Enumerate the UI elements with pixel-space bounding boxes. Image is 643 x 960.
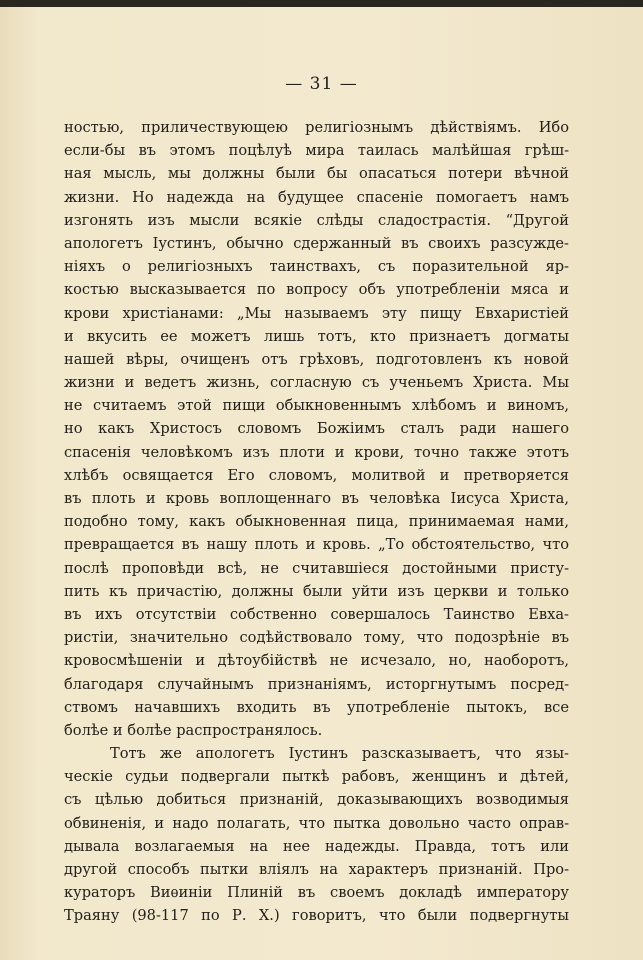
text-line: съ цѣлью добиться признаній, доказывающихъ возводимыя (64, 791, 569, 809)
text-line: кураторъ Виѳиніи Плиній въ своемъ докладѣ императору (64, 884, 569, 902)
text-line: обвиненія, и надо полагать, что пытка довольно часто оправ- (64, 814, 569, 832)
text-line: ческіе судьи подвергали пыткѣ рабовъ, женщинъ и дѣтей, (64, 768, 569, 786)
text-line: дывала возлагаемыя на нее надежды. Правда, тотъ или (64, 837, 569, 855)
text-line: ная мысль, мы должны были бы опасаться потери вѣчной (64, 165, 569, 183)
text-line: пить къ причастію, должны были уйти изъ церкви и только (64, 582, 569, 600)
text-line: нашей вѣры, очищенъ отъ грѣховъ, подготовленъ къ новой (64, 350, 569, 368)
text-line: спасенія человѣкомъ изъ плоти и крови, точно также этотъ (64, 443, 569, 461)
text-line: ніяхъ о религіозныхъ таинствахъ, съ поразительной яр- (64, 258, 569, 276)
text-line: другой способъ пытки вліялъ на характеръ признаній. Про- (64, 861, 569, 878)
text-line: болѣе и болѣе распространялось. (64, 721, 323, 739)
text-line: ствомъ начавшихъ входить въ употребленіе пытокъ, все (64, 698, 569, 716)
page-number: — 31 — (285, 74, 358, 94)
body-text (64, 116, 569, 928)
text-line: если-бы въ этомъ поцѣлуѣ мира таилась малѣйшая грѣш- (64, 142, 569, 160)
text-line: превращается въ нашу плоть и кровь. „То обстоятельство, что (64, 536, 569, 554)
text-line: благодаря случайнымъ признаніямъ, исторгнутымъ посред- (64, 675, 569, 693)
text-line: хлѣбъ освящается Его словомъ, молитвой и претворяется (64, 466, 569, 484)
text-line: жизни. Но надежда на будущее спасеніе помогаетъ намъ (64, 188, 569, 206)
top-edge-rule (0, 0, 643, 7)
text-line: изгонять изъ мысли всякіе слѣды сладострастія. “Другой (64, 211, 569, 229)
text-line: не считаемъ этой пищи обыкновеннымъ хлѣбомъ и виномъ, (64, 397, 569, 415)
text-line: ностью, приличествующею религіознымъ дѣйствіямъ. Ибо (64, 119, 569, 136)
text-line: жизни и ведетъ жизнь, согласную съ ученьемъ Христа. Мы (64, 374, 569, 392)
text-line: и вкусить ее можетъ лишь тотъ, кто признаетъ догматы (64, 327, 569, 345)
text-line: Тотъ же апологетъ Іустинъ разсказываетъ, что язы- (110, 745, 569, 763)
text-line: но какъ Христосъ словомъ Божіимъ сталъ ради нашего (64, 420, 569, 438)
text-line: въ ихъ отсутствіи собственно совершалось Таинство Евха- (64, 605, 569, 623)
text-line: послѣ проповѣди всѣ, не считавшіеся достойными присту- (64, 559, 569, 577)
text-line: подобно тому, какъ обыкновенная пица, принимаемая нами, (64, 513, 569, 531)
text-line: ристіи, значительно содѣйствовало тому, что подозрѣніе въ (64, 629, 569, 647)
text-line: костью высказывается по вопросу объ употребленіи мяса и (64, 281, 569, 299)
text-line: апологетъ Іустинъ, обычно сдержанный въ своихъ разсужде- (64, 234, 569, 252)
text-line: Траяну (98-117 по Р. Х.) говоритъ, что были подвергнуты (64, 907, 569, 925)
text-line: крови христіанами: „Мы называемъ эту пищу Евхаристіей (64, 304, 569, 322)
text-line: въ плоть и кровь воплощеннаго въ человѣка Іисуса Христа, (64, 490, 569, 507)
text-line: кровосмѣшеніи и дѣтоубійствѣ не исчезало, но, наоборотъ, (64, 652, 569, 670)
